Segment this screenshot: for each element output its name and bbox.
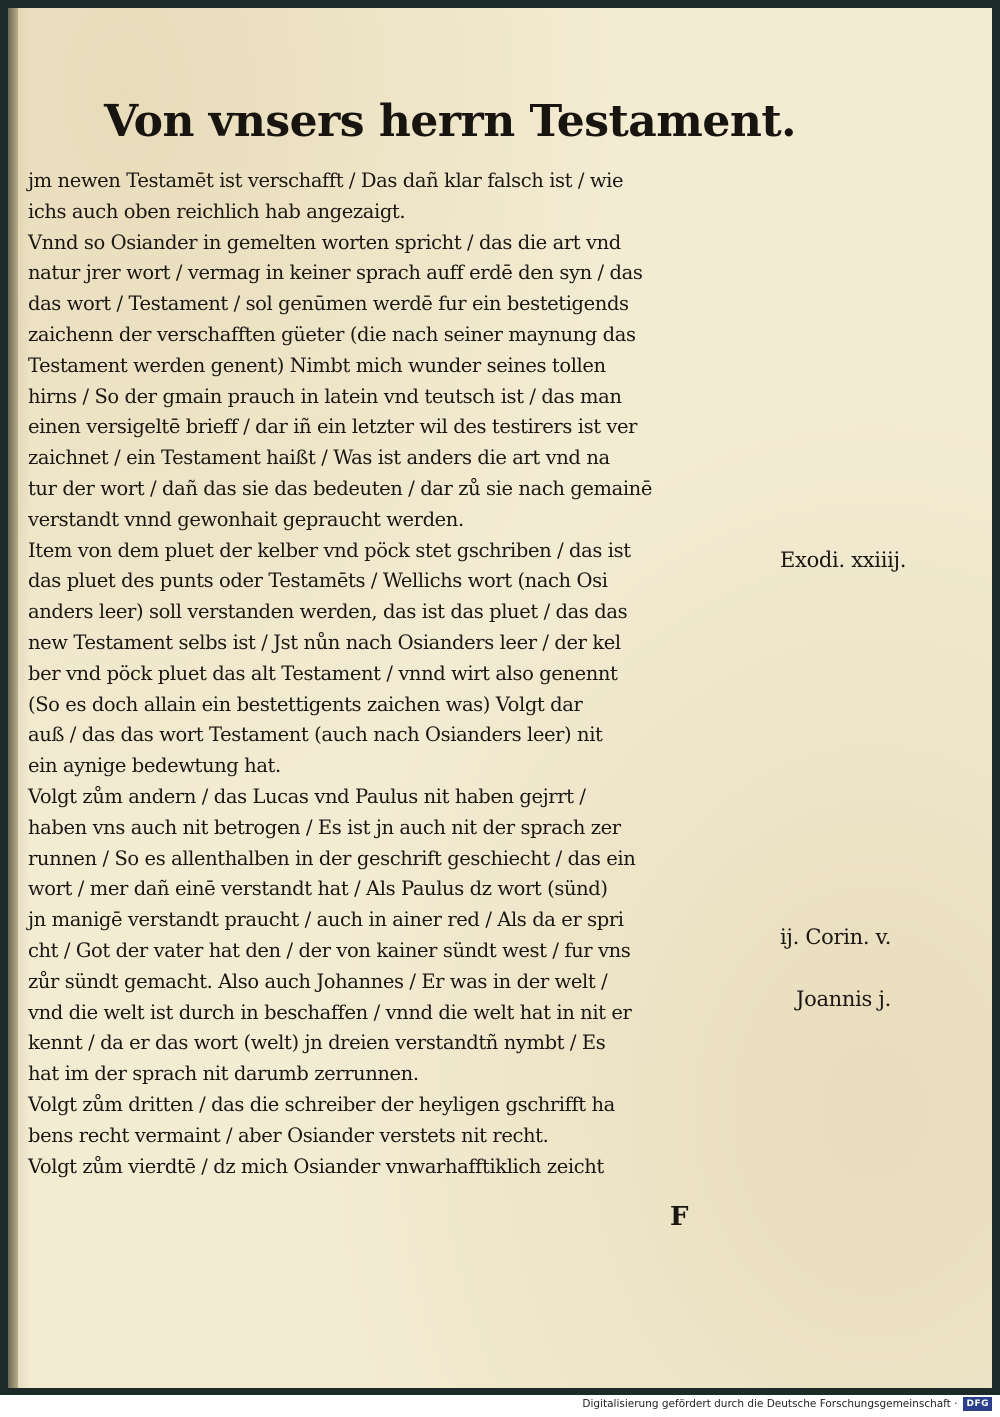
- text-line: anders leer) soll verstanden werden, das ist das pluet / das das: [28, 600, 628, 624]
- marginal-note-joannis: Joannis j.: [796, 987, 891, 1011]
- text-line: bens recht vermaint / aber Osiander verstets nit recht.: [28, 1123, 549, 1147]
- marginal-note-corinthians: ij. Corin. v.: [780, 925, 892, 949]
- page-gutter: [8, 8, 18, 1388]
- running-head: Von vnsers herrn Testament.: [104, 96, 796, 147]
- text-line: jn manigē verstandt praucht / auch in ainer red / Als da er spri: [28, 908, 624, 932]
- text-line: runnen / So es allenthalben in der geschrift geschiecht / das ein: [28, 846, 636, 870]
- marginal-note-exodi: Exodi. xxiiij.: [780, 548, 907, 572]
- text-line: (So es doch allain ein bestettigents zaichen was) Volgt dar: [28, 692, 583, 716]
- text-line: cht / Got der vater hat den / der von kainer sündt west / fur vns: [28, 938, 631, 962]
- text-line: new Testament selbs ist / Jst nůn nach Osianders leer / der kel: [28, 630, 621, 654]
- text-line: das pluet des punts oder Testamēts / Wellichs wort (nach Osi: [28, 569, 608, 593]
- text-line: hirns / So der gmain prauch in latein vnd teutsch ist / das man: [28, 384, 622, 408]
- dfg-logo: DFG: [963, 1397, 992, 1411]
- text-line: verstandt vnnd gewonhait gepraucht werden.: [28, 507, 464, 531]
- text-line: zaichnet / ein Testament haißt / Was ist anders die art vnd na: [28, 446, 610, 470]
- text-line: wort / mer dañ einē verstandt hat / Als Paulus dz wort (sünd): [28, 877, 608, 901]
- text-line: hat im der sprach nit darumb zerrunnen.: [28, 1062, 419, 1086]
- text-line: ber vnd pöck pluet das alt Testament / vnnd wirt also genennt: [28, 661, 618, 685]
- text-line: kennt / da er das wort (welt) jn dreien verstandtñ nymbt / Es: [28, 1031, 606, 1055]
- text-line: tur der wort / dañ das sie das bedeuten / dar zů sie nach gemainē: [28, 476, 652, 500]
- body-text: [28, 166, 788, 1182]
- text-line: zůr sündt gemacht. Also auch Johannes / Er was in der welt /: [28, 969, 608, 993]
- text-line: haben vns auch nit betrogen / Es ist jn auch nit der sprach zer: [28, 815, 621, 839]
- text-line: Volgt zům vierdtē / dz mich Osiander vnwarhafftiklich zeicht: [28, 1154, 604, 1178]
- text-line: Testament werden genent) Nimbt mich wunder seines tollen: [28, 353, 606, 377]
- text-line: vnd die welt ist durch in beschaffen / vnnd die welt hat in nit er: [28, 1000, 632, 1024]
- text-line: jm newen Testamēt ist verschafft / Das dañ klar falsch ist / wie: [28, 169, 624, 192]
- text-line: auß / das das wort Testament (auch nach Osianders leer) nit: [28, 723, 603, 747]
- text-line: einen versigeltē brieff / dar iñ ein letzter wil des testirers ist ver: [28, 415, 638, 439]
- text-line: Vnnd so Osiander in gemelten worten spricht / das die art vnd: [28, 230, 621, 254]
- text-line: Volgt zům andern / das Lucas vnd Paulus nit haben gejrrt /: [28, 784, 586, 808]
- text-line: Volgt zům dritten / das die schreiber der heyligen gschrifft ha: [28, 1092, 615, 1116]
- text-line: natur jrer wort / vermag in keiner sprach auff erdē den syn / das: [28, 261, 643, 285]
- text-line: das wort / Testament / sol genūmen werdē fur ein bestetigends: [28, 292, 629, 316]
- footer-credit: [582, 1397, 992, 1411]
- text-line: Item von dem pluet der kelber vnd pöck stet gschriben / das ist: [28, 538, 631, 562]
- text-line: zaichenn der verschafften güeter (die nach seiner maynung das: [28, 322, 636, 346]
- text-line: ein aynige bedewtung hat.: [28, 754, 281, 778]
- book-page: [8, 8, 992, 1388]
- footer-credit-text: Digitalisierung gefördert durch die Deutsche Forschungsgemeinschaft ·: [582, 1398, 958, 1410]
- signature-mark: F: [670, 1202, 689, 1232]
- text-line: ichs auch oben reichlich hab angezaigt.: [28, 199, 406, 223]
